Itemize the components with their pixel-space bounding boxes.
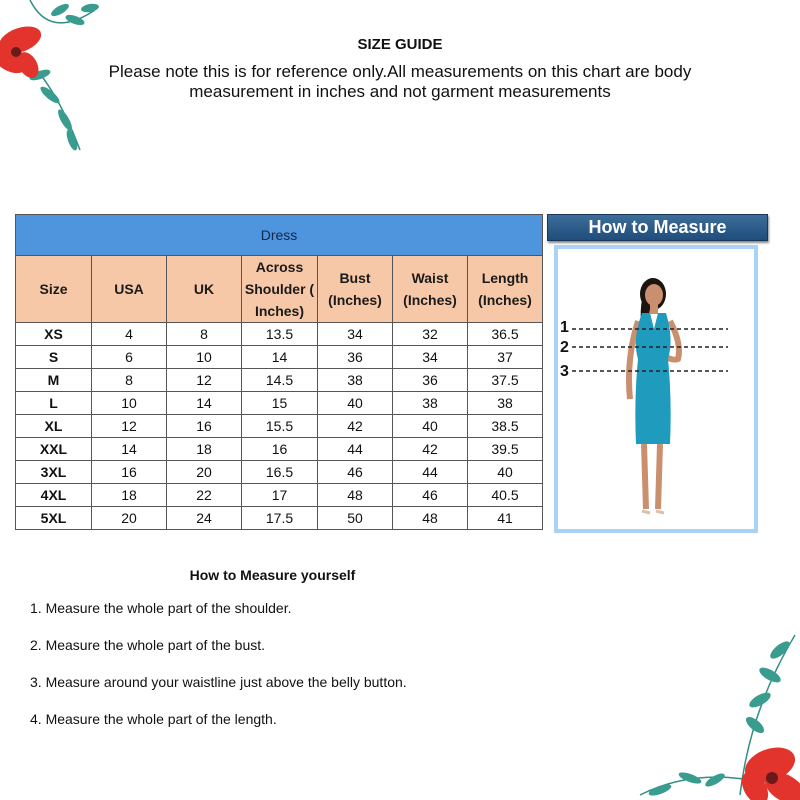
table-cell: 42	[318, 415, 393, 438]
table-cell: 4	[92, 323, 167, 346]
table-cell: 24	[167, 507, 242, 530]
table-row	[16, 461, 543, 484]
table-row	[16, 323, 543, 346]
table-cell: 15	[242, 392, 318, 415]
table-cell: 36.5	[468, 323, 543, 346]
size-label-cell: 4XL	[16, 484, 92, 507]
table-cell: 10	[167, 346, 242, 369]
table-cell: 34	[318, 323, 393, 346]
table-cell: 6	[92, 346, 167, 369]
table-cell: 12	[92, 415, 167, 438]
table-cell: 10	[92, 392, 167, 415]
reference-note: Please note this is for reference only.All measurements on this chart are body measurement in inches and not garment measurements	[108, 62, 692, 101]
table-cell: 14.5	[242, 369, 318, 392]
table-cell: 37.5	[468, 369, 543, 392]
table-cell: 16	[167, 415, 242, 438]
table-cell: 13.5	[242, 323, 318, 346]
table-cell: 39.5	[468, 438, 543, 461]
size-chart-table	[15, 214, 543, 530]
table-cell: 46	[318, 461, 393, 484]
marker-shoulder: 1	[560, 319, 569, 336]
table-cell: 16.5	[242, 461, 318, 484]
table-cell: 38	[468, 392, 543, 415]
table-row	[16, 346, 543, 369]
table-cell: 14	[92, 438, 167, 461]
table-cell: 34	[393, 346, 468, 369]
floral-decoration-bottom-right	[630, 630, 800, 800]
table-cell: 42	[393, 438, 468, 461]
instruction-step: 4. Measure the whole part of the length.	[30, 711, 277, 727]
instruction-step: 2. Measure the whole part of the bust.	[30, 637, 266, 653]
table-cell: 18	[167, 438, 242, 461]
table-row	[16, 438, 543, 461]
table-row	[16, 415, 543, 438]
size-label-cell: M	[16, 369, 92, 392]
table-cell: 22	[167, 484, 242, 507]
size-label-cell: XS	[16, 323, 92, 346]
table-cell: 14	[242, 346, 318, 369]
table-cell: 36	[393, 369, 468, 392]
size-label-cell: XXL	[16, 438, 92, 461]
table-cell: 18	[92, 484, 167, 507]
table-cell: 40	[468, 461, 543, 484]
table-cell: 20	[92, 507, 167, 530]
column-header: UK	[167, 256, 242, 323]
measurement-illustration	[554, 245, 758, 533]
table-row	[16, 507, 543, 530]
model-figure-image	[558, 249, 754, 529]
size-label-cell: 5XL	[16, 507, 92, 530]
table-cell: 17.5	[242, 507, 318, 530]
instruction-step: 1. Measure the whole part of the shoulder.	[30, 600, 292, 616]
table-cell: 14	[167, 392, 242, 415]
table-title: Dress	[16, 215, 543, 256]
table-cell: 40	[318, 392, 393, 415]
table-cell: 16	[242, 438, 318, 461]
table-cell: 38	[318, 369, 393, 392]
table-cell: 38	[393, 392, 468, 415]
table-body	[16, 323, 543, 530]
table-row	[16, 484, 543, 507]
table-cell: 37	[468, 346, 543, 369]
column-header: Across Shoulder ( Inches)	[242, 256, 318, 323]
table-cell: 12	[167, 369, 242, 392]
column-header: USA	[92, 256, 167, 323]
table-cell: 32	[393, 323, 468, 346]
table-cell: 48	[318, 484, 393, 507]
table-row	[16, 369, 543, 392]
table-cell: 8	[167, 323, 242, 346]
table-cell: 38.5	[468, 415, 543, 438]
table-cell: 40.5	[468, 484, 543, 507]
table-row	[16, 392, 543, 415]
instructions-list	[30, 600, 407, 748]
size-label-cell: S	[16, 346, 92, 369]
instruction-step: 3. Measure around your waistline just above the belly button.	[30, 674, 407, 690]
table-cell: 44	[393, 461, 468, 484]
table-cell: 46	[393, 484, 468, 507]
size-label-cell: 3XL	[16, 461, 92, 484]
table-cell: 50	[318, 507, 393, 530]
table-cell: 17	[242, 484, 318, 507]
page-title: SIZE GUIDE	[357, 36, 443, 53]
table-cell: 15.5	[242, 415, 318, 438]
column-header: Bust (Inches)	[318, 256, 393, 323]
size-label-cell: XL	[16, 415, 92, 438]
marker-waist: 3	[560, 363, 569, 380]
table-cell: 16	[92, 461, 167, 484]
marker-bust: 2	[560, 339, 569, 356]
table-cell: 48	[393, 507, 468, 530]
column-header: Waist (Inches)	[393, 256, 468, 323]
how-to-measure-banner: How to Measure	[547, 214, 768, 241]
instructions-title: How to Measure yourself	[189, 567, 356, 583]
size-label-cell: L	[16, 392, 92, 415]
column-header-row	[16, 256, 543, 323]
column-header: Size	[16, 256, 92, 323]
table-cell: 8	[92, 369, 167, 392]
table-cell: 20	[167, 461, 242, 484]
column-header: Length (Inches)	[468, 256, 543, 323]
table-cell: 36	[318, 346, 393, 369]
table-cell: 44	[318, 438, 393, 461]
table-cell: 41	[468, 507, 543, 530]
table-cell: 40	[393, 415, 468, 438]
